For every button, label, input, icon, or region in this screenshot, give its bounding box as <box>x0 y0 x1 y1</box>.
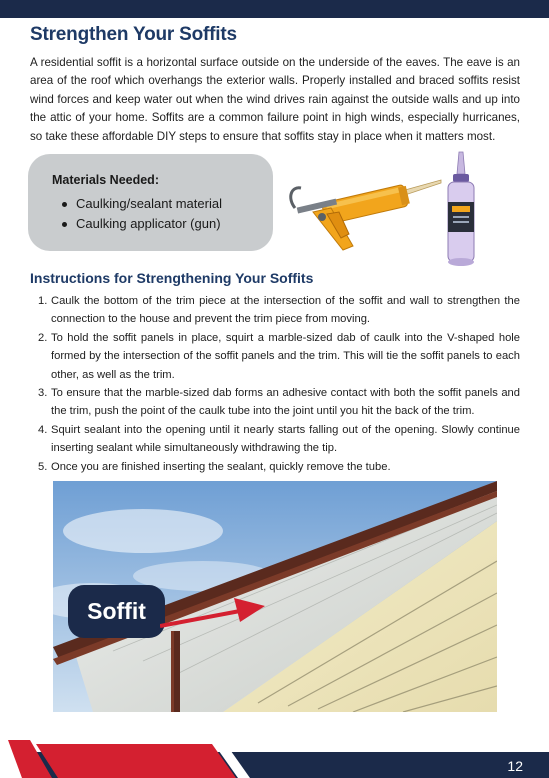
instruction-step <box>30 458 520 476</box>
materials-box <box>28 154 273 251</box>
instructions-heading: Instructions for Strengthening Your Soffits <box>30 270 314 286</box>
step-text: Squirt sealant into the opening until it nearly starts falling out of the opening. Slowly continue inserting sealant while simultaneously withdrawing the tip. <box>51 423 520 455</box>
step-number: 3. <box>38 387 48 400</box>
instruction-step <box>30 329 520 384</box>
step-text: Caulk the bottom of the trim piece at the intersection of the soffit and wall to strengthen the connection to the house and prevent the trim piece from moving. <box>51 295 520 326</box>
materials-list <box>62 194 222 234</box>
page-title: Strengthen Your Soffits <box>30 24 237 45</box>
intro-paragraph: A residential soffit is a horizontal surface outside on the underside of the eaves. The eave is an area of the roof which overhangs the exterior walls. Properly installed and braced soffits resist wind forces and keep water out when the wind drives rain against the outside walls and up into the attic of your home. Soffits are a common failure point in high winds, especially hurricanes, so take these affordable DIY steps to ensure that soffits stay in place when it matters most. <box>30 56 520 143</box>
step-number: 4. <box>38 423 48 436</box>
page-number: 12 <box>507 758 523 774</box>
step-number: 2. <box>38 331 48 344</box>
instruction-step <box>30 421 520 458</box>
step-text: Once you are finished inserting the sealant, quickly remove the tube. <box>51 460 391 473</box>
step-number: 1. <box>38 295 48 307</box>
instruction-step <box>30 292 520 329</box>
instruction-step <box>30 384 520 421</box>
top-banner <box>0 0 549 18</box>
step-number: 5. <box>38 460 48 473</box>
step-text: To ensure that the marble-sized dab forms an adhesive contact with both the soffit panels and the trim, push the point of the caulk tube into the joint until you hit the back of the trim. <box>51 387 520 418</box>
footer-banner <box>0 740 549 778</box>
materials-title: Materials Needed: <box>52 173 159 187</box>
soffit-label: Soffit <box>68 585 165 638</box>
caulk-gun-illustration <box>283 150 483 268</box>
step-text: To hold the soffit panels in place, squirt a marble-sized dab of caulk into the V-shaped hole formed by the intersection of the soffit panels and the trim. This will tie the soffit panels to each other, as well as the trim. <box>51 331 520 381</box>
instructions-list <box>30 292 520 476</box>
materials-item: Caulking/sealant material <box>62 194 222 214</box>
materials-item: Caulking applicator (gun) <box>62 214 222 234</box>
arrow-icon <box>160 598 265 634</box>
